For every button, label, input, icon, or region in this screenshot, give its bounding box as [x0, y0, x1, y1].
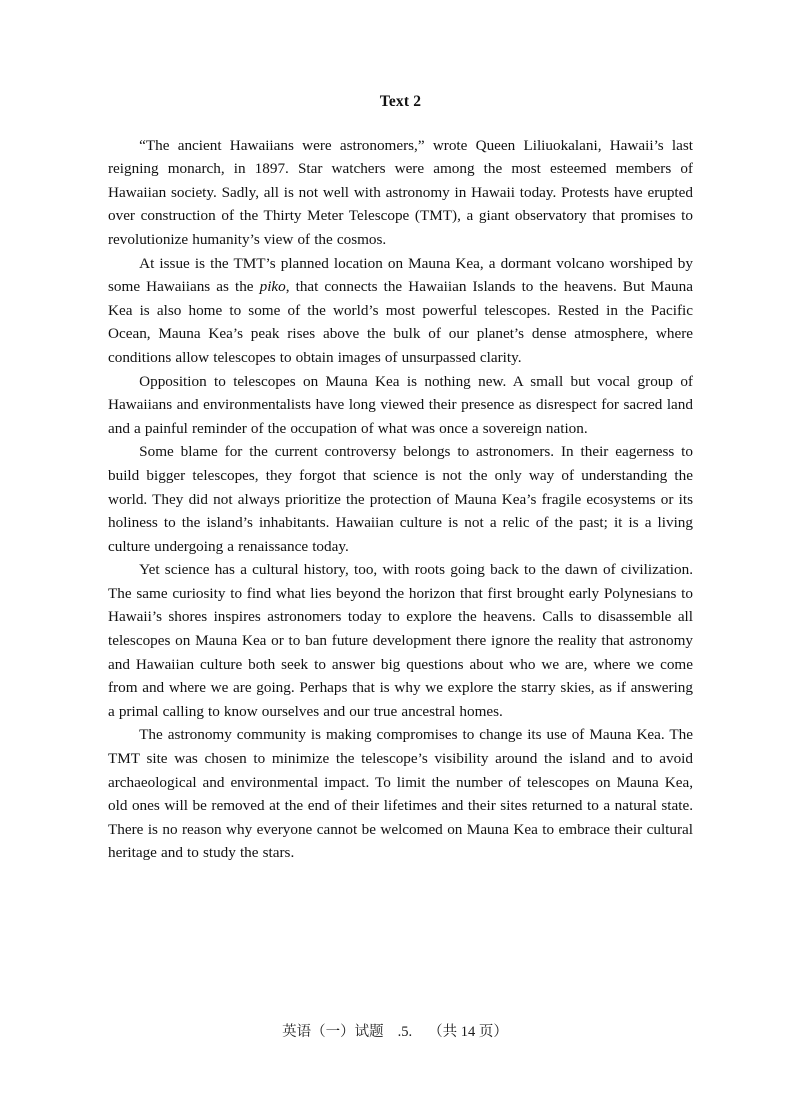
- page-title: Text 2: [379, 93, 422, 110]
- text-run: Some blame for the current controversy belongs to astronomers. In their eagerness to build bigger telescopes, they forgot that science is not the only way of understanding the world. They did not always prioritize the protection of Mauna Kea’s fragile ecosystems or its holiness to the island’s inhabitants. Hawaiian culture is not a relic of the past; it is a living culture undergoing a renaissance today.: [108, 443, 693, 555]
- paragraph-5: [108, 558, 693, 723]
- text-run: Opposition to telescopes on Mauna Kea is nothing new. A small but vocal group of Hawaiians and environmentalists have long viewed their presence as disrespect for sacred land and a painful reminder of the occupation of what was once a sovereign nation.: [108, 372, 693, 437]
- paragraph-2: [108, 252, 693, 370]
- text-run: “The ancient Hawaiians were astronomers,” wrote Queen Liliuokalani, Hawaii’s last reigning monarch, in 1897. Star watchers were among the most esteemed members of Hawaiian society. Sadly, all is not well with astronomy in Hawaii today. Protests have erupted over construction of the Thirty Meter Telescope (TMT), a giant observatory that promises to revolutionize humanity’s view of the cosmos.: [108, 136, 693, 248]
- text-run: The astronomy community is making compromises to change its use of Mauna Kea. The TMT site was chosen to minimize the telescope’s visibility around the island and to avoid archaeological and environmental impact. To limit the number of telescopes on Mauna Kea, old ones will be removed at the end of their lifetimes and their sites returned to a natural state. There is no reason why everyone cannot be welcomed on Mauna Kea to embrace their cultural heritage and to study the stars.: [108, 726, 693, 862]
- page-footer: [0, 1022, 800, 1042]
- text-run: Yet science has a cultural history, too, with roots going back to the dawn of civilization. The same curiosity to find what lies beyond the horizon that first brought early Polynesians to Hawaii’s shores inspires astronomers today to explore the heavens. Calls to disassemble all telescopes on Mauna Kea or to ban future development there ignore the reality that astronomy and Hawaiian culture both seek to answer big questions about who we are, where we come from and where we are going. Perhaps that is why we explore the starry skies, as if answering a primal calling to know ourselves and our true ancestral homes.: [108, 561, 693, 720]
- paragraph-1: [108, 134, 693, 252]
- text-run: At issue is the TMT’s planned location on Mauna Kea, a dormant volcano worshiped by some Hawaiians as the: [108, 254, 693, 296]
- text-run: , that connects the Hawaiian Islands to the heavens. But Mauna Kea is also home to some of the world’s most powerful telescopes. Rested in the Pacific Ocean, Mauna Kea’s peak rises above the bulk of our planet’s dense atmosphere, where conditions allow telescopes to obtain images of unsurpassed clarity.: [108, 278, 693, 366]
- passage-body: [108, 112, 693, 865]
- footer-page-number: .5.: [397, 1024, 413, 1040]
- paragraph-6: [108, 723, 693, 865]
- text-column: [108, 0, 693, 865]
- paragraph-4: [108, 440, 693, 558]
- footer-subject-title: 英语（一）试题: [282, 1024, 384, 1040]
- emphasis-term: piko: [259, 278, 286, 296]
- footer-total-pages: （共 14 页）: [428, 1024, 508, 1040]
- paragraph-3: [108, 370, 693, 441]
- footer-content: [282, 1022, 508, 1042]
